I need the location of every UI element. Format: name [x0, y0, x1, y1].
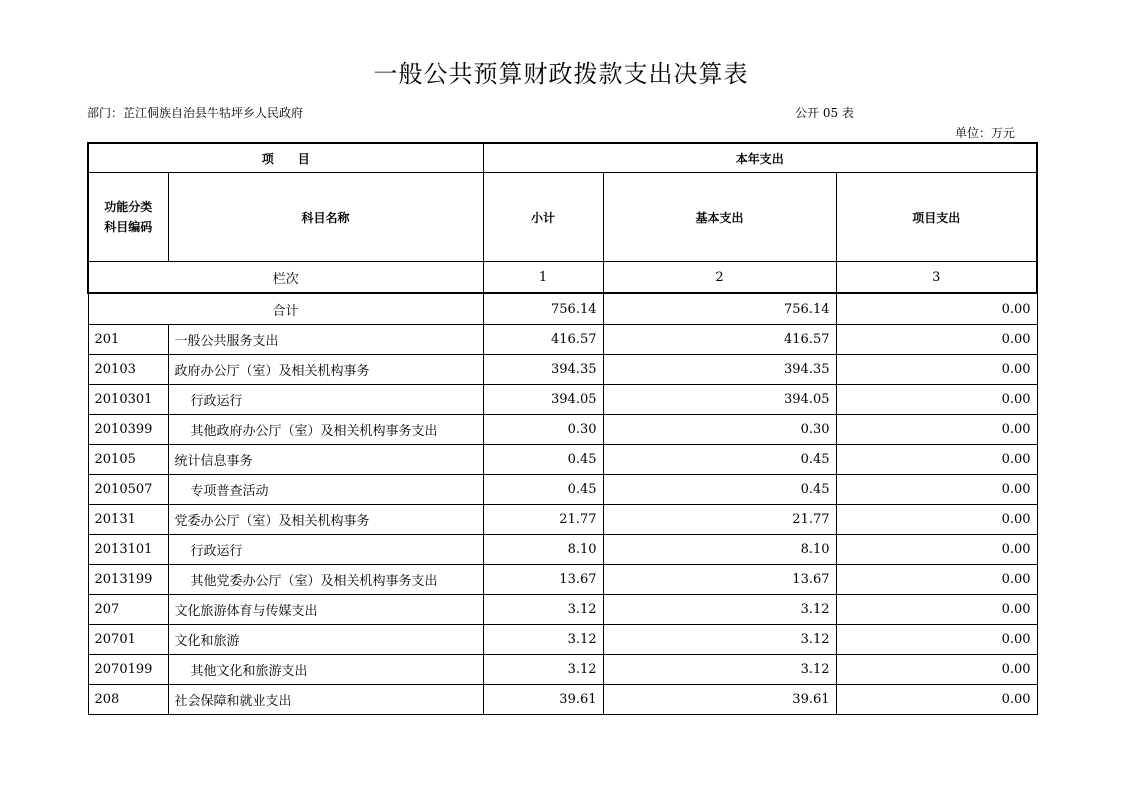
table-row [88, 505, 1037, 535]
table-row [88, 565, 1037, 595]
row-project: 0.00 [836, 595, 1037, 625]
table-row [88, 685, 1037, 715]
row-subtotal: 13.67 [483, 565, 603, 595]
header-project: 项目支出 [836, 173, 1037, 262]
header-row-top [88, 143, 1037, 173]
row-subtotal: 39.61 [483, 685, 603, 715]
row-project: 0.00 [836, 325, 1037, 355]
header-subtotal: 小计 [483, 173, 603, 262]
header-func-code [88, 173, 168, 262]
total-project: 0.00 [836, 293, 1037, 325]
row-subtotal: 8.10 [483, 535, 603, 565]
row-code: 20701 [88, 625, 168, 655]
row-code: 2010399 [88, 415, 168, 445]
unit-label: 单位：万元 [955, 126, 1016, 140]
table-row [88, 655, 1037, 685]
row-basic: 3.12 [603, 625, 836, 655]
header-current-year: 本年支出 [483, 143, 1037, 173]
row-code: 20105 [88, 445, 168, 475]
row-code: 201 [88, 325, 168, 355]
total-basic: 756.14 [603, 293, 836, 325]
column-number-3: 3 [836, 262, 1037, 294]
row-project: 0.00 [836, 625, 1037, 655]
row-code: 20131 [88, 505, 168, 535]
row-subject-name: 社会保障和就业支出 [168, 685, 483, 715]
row-subject-name: 政府办公厅（室）及相关机构事务 [168, 355, 483, 385]
row-basic: 394.05 [603, 385, 836, 415]
column-number-label: 栏次 [88, 262, 483, 294]
department-label: 部门：芷江侗族自治县牛牯坪乡人民政府 [87, 106, 304, 120]
row-project: 0.00 [836, 475, 1037, 505]
row-subject-name: 统计信息事务 [168, 445, 483, 475]
row-project: 0.00 [836, 535, 1037, 565]
row-subtotal: 21.77 [483, 505, 603, 535]
header-subject-name: 科目名称 [168, 173, 483, 262]
row-basic: 3.12 [603, 595, 836, 625]
column-number-1: 1 [483, 262, 603, 294]
row-subtotal: 394.35 [483, 355, 603, 385]
row-subject-name: 其他政府办公厅（室）及相关机构事务支出 [168, 415, 483, 445]
header-row-column-numbers [88, 262, 1037, 294]
total-row [88, 293, 1037, 325]
row-basic: 416.57 [603, 325, 836, 355]
row-subtotal: 3.12 [483, 595, 603, 625]
row-code: 208 [88, 685, 168, 715]
row-code: 2013101 [88, 535, 168, 565]
page-title: 一般公共预算财政拨款支出决算表 [373, 60, 749, 88]
row-subtotal: 0.30 [483, 415, 603, 445]
form-code-label: 公开 05 表 [795, 106, 854, 120]
row-subtotal: 3.12 [483, 625, 603, 655]
header-row-columns [88, 173, 1037, 262]
table-row [88, 445, 1037, 475]
row-basic: 0.30 [603, 415, 836, 445]
table-row [88, 355, 1037, 385]
column-number-2: 2 [603, 262, 836, 294]
row-code: 207 [88, 595, 168, 625]
header-basic: 基本支出 [603, 173, 836, 262]
row-subject-name: 其他文化和旅游支出 [168, 655, 483, 685]
table-row [88, 385, 1037, 415]
row-subject-name: 行政运行 [168, 535, 483, 565]
row-subtotal: 416.57 [483, 325, 603, 355]
row-basic: 13.67 [603, 565, 836, 595]
row-basic: 394.35 [603, 355, 836, 385]
row-subject-name: 行政运行 [168, 385, 483, 415]
row-subject-name: 一般公共服务支出 [168, 325, 483, 355]
header-item: 项 目 [88, 143, 483, 173]
expenditure-table [87, 142, 1038, 715]
row-subtotal: 0.45 [483, 445, 603, 475]
row-project: 0.00 [836, 415, 1037, 445]
total-label: 合计 [88, 293, 483, 325]
row-subtotal: 394.05 [483, 385, 603, 415]
table-row [88, 625, 1037, 655]
row-project: 0.00 [836, 355, 1037, 385]
table-row [88, 415, 1037, 445]
header-func-code-text: 功能分类 科目编码 [104, 200, 153, 234]
row-basic: 39.61 [603, 685, 836, 715]
row-code: 2013199 [88, 565, 168, 595]
row-basic: 0.45 [603, 475, 836, 505]
row-subtotal: 0.45 [483, 475, 603, 505]
table-row [88, 535, 1037, 565]
table-row [88, 475, 1037, 505]
row-basic: 8.10 [603, 535, 836, 565]
row-subject-name: 其他党委办公厅（室）及相关机构事务支出 [168, 565, 483, 595]
row-project: 0.00 [836, 445, 1037, 475]
row-subject-name: 文化和旅游 [168, 625, 483, 655]
row-code: 2010301 [88, 385, 168, 415]
row-code: 20103 [88, 355, 168, 385]
row-basic: 3.12 [603, 655, 836, 685]
row-basic: 0.45 [603, 445, 836, 475]
total-subtotal: 756.14 [483, 293, 603, 325]
row-project: 0.00 [836, 655, 1037, 685]
row-project: 0.00 [836, 505, 1037, 535]
table-row [88, 595, 1037, 625]
row-code: 2010507 [88, 475, 168, 505]
row-subject-name: 党委办公厅（室）及相关机构事务 [168, 505, 483, 535]
row-subject-name: 文化旅游体育与传媒支出 [168, 595, 483, 625]
row-subtotal: 3.12 [483, 655, 603, 685]
row-basic: 21.77 [603, 505, 836, 535]
row-project: 0.00 [836, 685, 1037, 715]
row-project: 0.00 [836, 385, 1037, 415]
row-project: 0.00 [836, 565, 1037, 595]
row-code: 2070199 [88, 655, 168, 685]
table-row [88, 325, 1037, 355]
row-subject-name: 专项普查活动 [168, 475, 483, 505]
